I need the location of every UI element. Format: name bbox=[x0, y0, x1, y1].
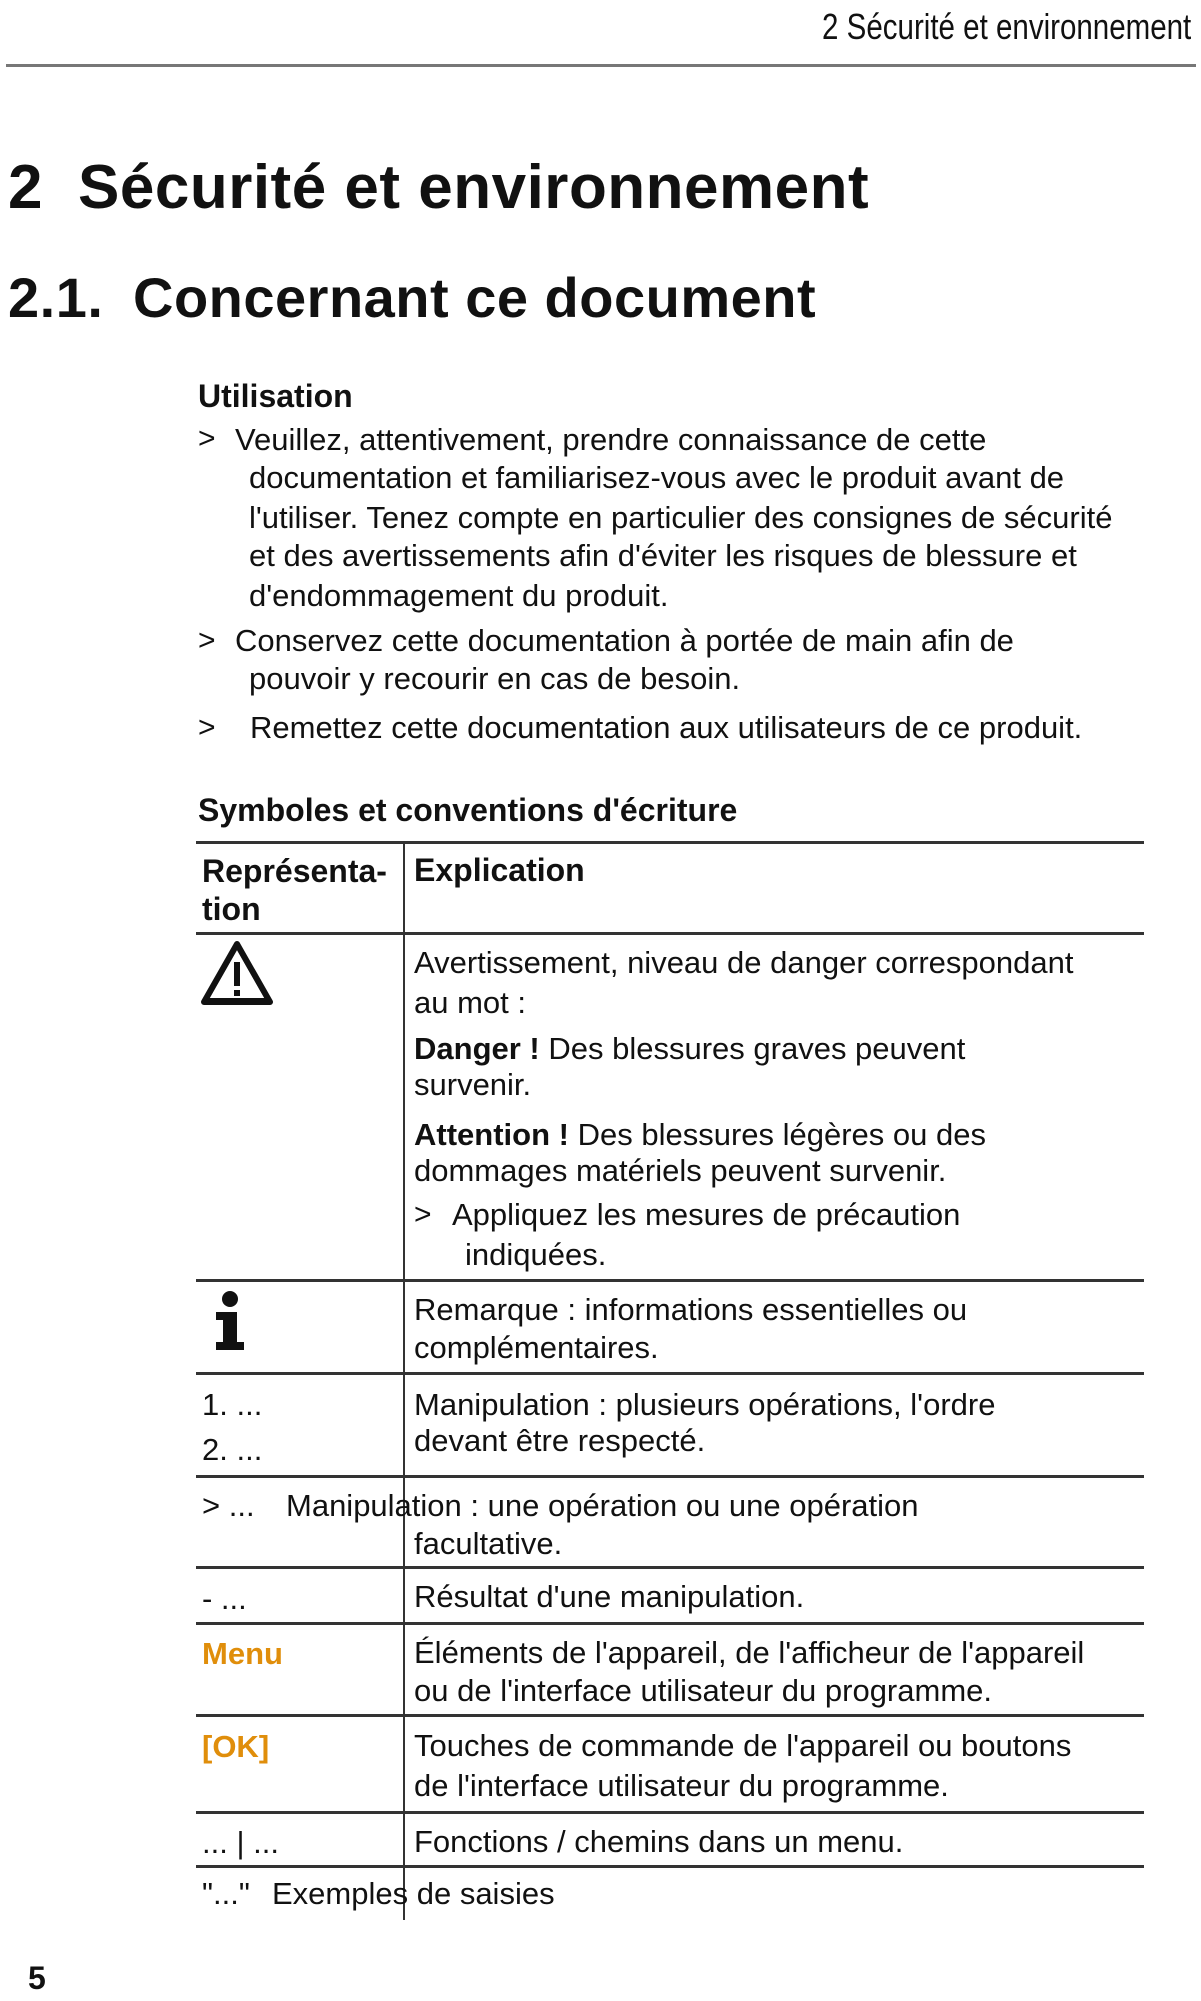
menu-line-1: Éléments de l'appareil, de l'afficheur de l'appareil bbox=[414, 1635, 1085, 1670]
info-line-1: Remarque : informations essentielles ou bbox=[414, 1292, 968, 1327]
inputs-rep: "..." bbox=[202, 1876, 250, 1911]
single-step-rep: > ... bbox=[202, 1488, 255, 1523]
danger-text: Des blessures graves peuvent bbox=[548, 1031, 966, 1066]
result-text: Résultat d'une manipulation. bbox=[414, 1579, 805, 1614]
chapter-title bbox=[8, 152, 869, 223]
usage-item-1-line-3: l'utiliser. Tenez compte en particulier des consignes de sécurité bbox=[249, 500, 1113, 535]
path-rep: ... | ... bbox=[202, 1825, 279, 1860]
single-step-line-1: Manipulation : une opération ou une opération bbox=[286, 1488, 919, 1523]
symbols-heading: Symboles et conventions d'écriture bbox=[198, 792, 738, 828]
col1-header-line-1: Représenta- bbox=[202, 853, 387, 889]
table-rule bbox=[196, 1865, 1144, 1868]
danger-line-2: survenir. bbox=[414, 1067, 532, 1102]
chapter-title-text: Sécurité et environnement bbox=[78, 153, 870, 222]
usage-item-2-line-1: Conservez cette documentation à portée de main afin de bbox=[235, 623, 1014, 658]
header-rule bbox=[6, 64, 1196, 67]
inputs-text: Exemples de saisies bbox=[272, 1876, 555, 1911]
action-line-1: Appliquez les mesures de précaution bbox=[452, 1197, 961, 1232]
section-title-text: Concernant ce document bbox=[133, 266, 817, 329]
col1-header-line-2: tion bbox=[202, 891, 261, 927]
usage-item-3-line-1: Remettez cette documentation aux utilisateurs de ce produit. bbox=[250, 710, 1083, 745]
menu-line-2: ou de l'interface utilisateur du programme. bbox=[414, 1673, 992, 1708]
numbered-line-1: Manipulation : plusieurs opérations, l'ordre bbox=[414, 1387, 996, 1422]
numbered-rep-1: 1. ... bbox=[202, 1387, 263, 1422]
table-rule bbox=[196, 841, 1144, 844]
table-rule bbox=[196, 1566, 1144, 1569]
ok-line-2: de l'interface utilisateur du programme. bbox=[414, 1768, 949, 1803]
warning-triangle-icon bbox=[200, 940, 274, 1006]
usage-heading: Utilisation bbox=[198, 378, 353, 414]
running-header: 2 Sécurité et environnement bbox=[821, 6, 1191, 47]
action-bullet: > bbox=[414, 1198, 432, 1231]
attention-line-2: dommages matériels peuvent survenir. bbox=[414, 1153, 947, 1188]
usage-bullet: > bbox=[198, 711, 216, 744]
section-title bbox=[8, 265, 816, 330]
info-line-2: complémentaires. bbox=[414, 1330, 659, 1365]
usage-bullet: > bbox=[198, 624, 216, 657]
page-number: 5 bbox=[28, 1960, 46, 1996]
single-step-line-2: facultative. bbox=[414, 1526, 563, 1561]
chapter-number: 2 bbox=[8, 153, 43, 222]
warning-intro-line-1: Avertissement, niveau de danger correspondant bbox=[414, 945, 1074, 980]
attention-line-1 bbox=[414, 1116, 986, 1154]
usage-bullet: > bbox=[198, 422, 216, 455]
col1-header bbox=[202, 852, 387, 928]
table-rule bbox=[196, 1475, 1144, 1478]
table-rule bbox=[196, 932, 1144, 935]
attention-label: Attention ! bbox=[414, 1117, 569, 1152]
action-line-2: indiquées. bbox=[465, 1237, 607, 1272]
result-rep: - ... bbox=[202, 1581, 247, 1616]
usage-item-1-line-2: documentation et familiarisez-vous avec le produit avant de bbox=[249, 460, 1065, 495]
usage-item-1-line-4: et des avertissements afin d'éviter les risques de blessure et bbox=[249, 538, 1077, 573]
numbered-line-2: devant être respecté. bbox=[414, 1423, 706, 1458]
section-number: 2.1. bbox=[8, 266, 104, 329]
warning-intro-line-2: au mot : bbox=[414, 985, 526, 1020]
attention-text: Des blessures légères ou des bbox=[577, 1117, 986, 1152]
ok-rep: [OK] bbox=[202, 1729, 270, 1764]
info-icon bbox=[210, 1290, 250, 1352]
usage-item-1-line-1: Veuillez, attentivement, prendre connaissance de cette bbox=[235, 422, 987, 457]
usage-item-2-line-2: pouvoir y recourir en cas de besoin. bbox=[249, 661, 741, 696]
ok-line-1: Touches de commande de l'appareil ou boutons bbox=[414, 1728, 1072, 1763]
table-rule bbox=[196, 1811, 1144, 1814]
danger-line-1 bbox=[414, 1030, 965, 1068]
table-rule bbox=[196, 1622, 1144, 1625]
col2-header: Explication bbox=[414, 852, 585, 888]
path-text: Fonctions / chemins dans un menu. bbox=[414, 1824, 904, 1859]
usage-item-1-line-5: d'endommagement du produit. bbox=[249, 578, 669, 613]
table-rule bbox=[196, 1714, 1144, 1717]
table-rule bbox=[196, 1372, 1144, 1375]
menu-rep: Menu bbox=[202, 1636, 283, 1671]
column-rule bbox=[403, 841, 405, 1920]
danger-label: Danger ! bbox=[414, 1031, 540, 1066]
numbered-rep-2: 2. ... bbox=[202, 1432, 263, 1467]
table-rule bbox=[196, 1279, 1144, 1282]
